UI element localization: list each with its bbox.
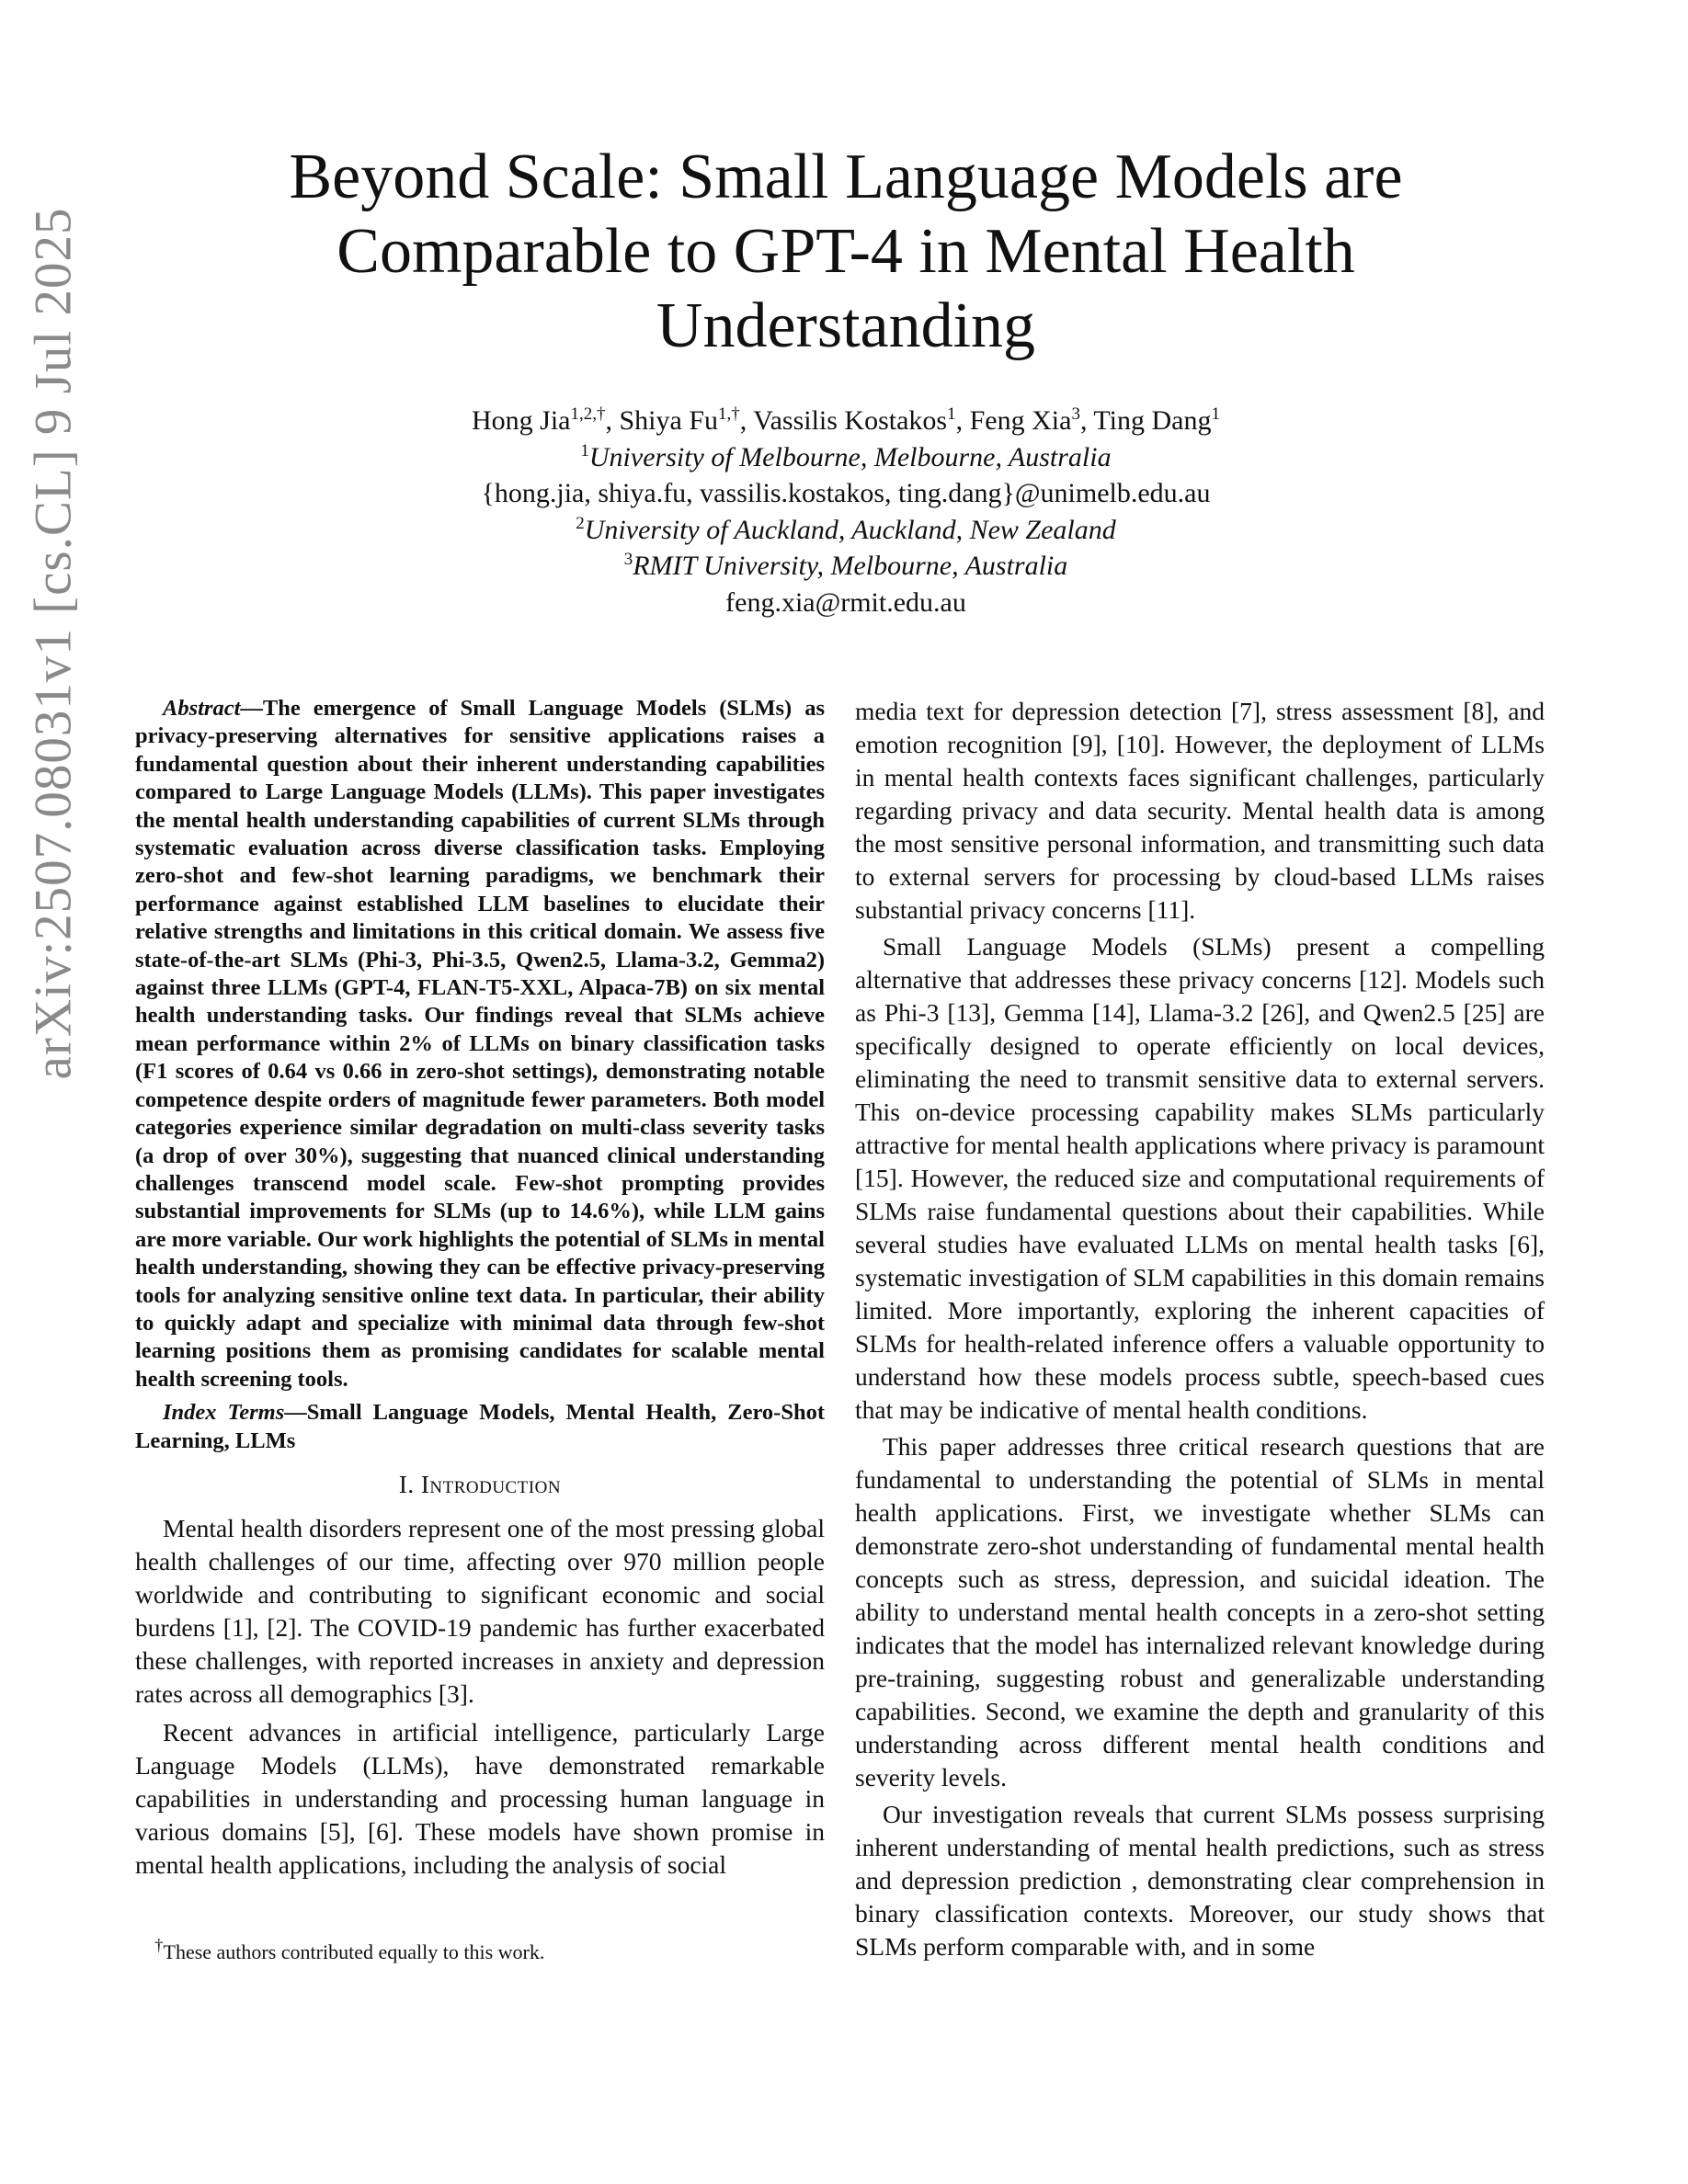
section-heading: I. Introduction: [398, 1470, 562, 1498]
email-1: {hong.jia, shiya.fu, vassilis.kostakos, ting.dang}@unimelb.edu.au: [481, 478, 1211, 509]
body-paragraph: media text for depression detection [7], stress assessment [8], and emotion recognition [9], [10]. However, the deployment of LLMs in mental health contexts faces significant challenges, particularly regarding privacy and data security. Mental health data is among the most sensitive personal information, and transmitting such data to external servers for processing by cloud-based LLMs raises substantial privacy concerns [11].: [855, 697, 1545, 924]
author-sup: 1,†: [718, 404, 740, 424]
affiliation-3: $^3$RMIT University, Melbourne, Australia: [623, 550, 1068, 582]
body-paragraph: Our investigation reveals that current SLMs possess surprising inherent understanding of mental health predictions, such as stress and depression prediction , demonstrating clear comprehension in binary classification contexts. Moreover, our study shows that SLMs perform comparable with, and in some: [855, 1800, 1545, 1961]
index-terms-text: —Small Language Models, Mental Health, Zero-Shot Learning, LLMs: [135, 1400, 825, 1453]
author-sup: 1: [947, 404, 956, 424]
author-name: Feng Xia: [969, 405, 1072, 436]
body-paragraph: Small Language Models (SLMs) present a compelling alternative that addresses these privacy concerns [12]. Models such as Phi-3 [13], Gemma [14], Llama-3.2 [26], and Qwen2.5 [25] are specifically designed to operate efficiently on local devices, eliminating the need to transmit sensitive data to external servers. This on-device processing capability makes SLMs particularly attractive for mental health applications where privacy is paramount [15]. However, the reduced size and computational requirements of SLMs raise fundamental questions about their capabilities. While several studies have evaluated LLMs on mental health tasks [6], systematic investigation of SLM capabilities in this domain remains limited. More importantly, exploring the inherent capacities of SLMs for health-related inference offers a valuable opportunity to understand how these models process subtle, speech-based cues that may be indicative of mental health conditions.: [855, 932, 1545, 1424]
author-sup: 1,2,†: [570, 404, 606, 424]
abstract: [135, 695, 825, 1393]
author-name: Ting Dang: [1093, 405, 1212, 436]
footnote-mark: †: [154, 1936, 164, 1956]
paper-title: Beyond Scale: Small Language Models are Comparable to GPT-4 in Mental Health Understanding: [289, 142, 1403, 361]
body-paragraph: Recent advances in artificial intelligence, particularly Large Language Models (LLMs), have demonstrated remarkable capabilities in understanding and processing human language in various domains [5], [6]. These models have shown promise in mental health applications, including the analysis of social: [135, 1717, 825, 1879]
footnote-text: These authors contributed equally to this work.: [163, 1940, 545, 1963]
body-paragraph: This paper addresses three critical research questions that are fundamental to understanding the potential of SLMs in mental health applications. First, we investigate whether SLMs can demonstrate zero-shot understanding of fundamental mental health concepts such as stress, depression, and suicidal ideation. The ability to understand mental health concepts in a zero-shot setting indicates that the model has internalized relevant knowledge during pre-training, suggesting robust and generalizable understanding capabilities. Second, we examine the depth and granularity of this understanding across different mental health conditions and severity levels.: [855, 1432, 1545, 1792]
arxiv-stamp-text: arXiv:2507.08031v1 [cs.CL] 9 Jul 2025: [24, 207, 83, 1080]
index-terms: [135, 1399, 825, 1455]
affiliation-1: $^1$University of Melbourne, Melbourne, Australia: [580, 440, 1112, 472]
index-terms-label: Index Terms: [163, 1400, 285, 1426]
author-name: Hong Jia: [472, 405, 571, 436]
affiliation-2: $^2$University of Auckland, Auckland, New Zealand: [576, 513, 1116, 545]
author-sup: 3: [1071, 404, 1080, 424]
author-block: [211, 403, 1480, 621]
footnote: [154, 1936, 545, 1964]
abstract-label: Abstract: [163, 696, 241, 721]
abstract-text: —The emergence of Small Language Models (SLMs) as privacy-preserving alternatives for sensitive applications raises a fundamental question about their inherent understanding capabilities compared to Large Language Models (LLMs). This paper investigates the mental health understanding capabilities of current SLMs through systematic evaluation across diverse classification tasks. Employing zero-shot and few-shot learning paradigms, we benchmark their performance against established LLM baselines to elucidate their relative strengths and limitations in this critical domain. We assess five state-of-the-art SLMs (Phi-3, Phi-3.5, Qwen2.5, Llama-3.2, Gemma2) against three LLMs (GPT-4, FLAN-T5-XXL, Alpaca-7B) on six mental health understanding tasks. Our findings reveal that SLMs achieve mean performance within 2% of LLMs on binary classification tasks (F1 scores of 0.64 vs 0.66 in zero-shot settings), demonstrating notable competence despite orders of magnitude fewer parameters. Both model categories experience similar degradation on multi-class severity tasks (a drop of over 30%), suggesting that nuanced clinical understanding challenges transcend model scale. Few-shot prompting provides substantial improvements for SLMs (up to 14.6%), while LLM gains are more variable. Our work highlights the potential of SLMs in mental health understanding, showing they can be effective privacy-preserving tools for analyzing sensitive online text data. In particular, their ability to quickly adapt and specialize with minimal data through few-shot learning positions them as promising candidates for scalable mental health screening tools.: [135, 696, 825, 1392]
author-name: Vassilis Kostakos: [753, 405, 948, 436]
left-column: [135, 695, 825, 1882]
body-paragraph: Mental health disorders represent one of the most pressing global health challenges of our time, affecting over 970 million people worldwide and contributing to significant economic and social burdens [1], [2]. The COVID-19 pandemic has further exacerbated these challenges, with reported increases in anxiety and depression rates across all demographics [3].: [135, 1513, 825, 1708]
right-column: [855, 695, 1545, 1963]
author-sup: 1: [1211, 404, 1220, 424]
author-name: Shiya Fu: [619, 405, 719, 436]
email-3: feng.xia@rmit.edu.au: [725, 586, 966, 618]
author-line: Hong Jia$^{1,2,\dagger}$, Shiya $Fu^{1,\dagger}$, Vassilis Kostakos$^1$, Feng Xia$^3$, Ting Dang$^1$: [472, 404, 1220, 436]
